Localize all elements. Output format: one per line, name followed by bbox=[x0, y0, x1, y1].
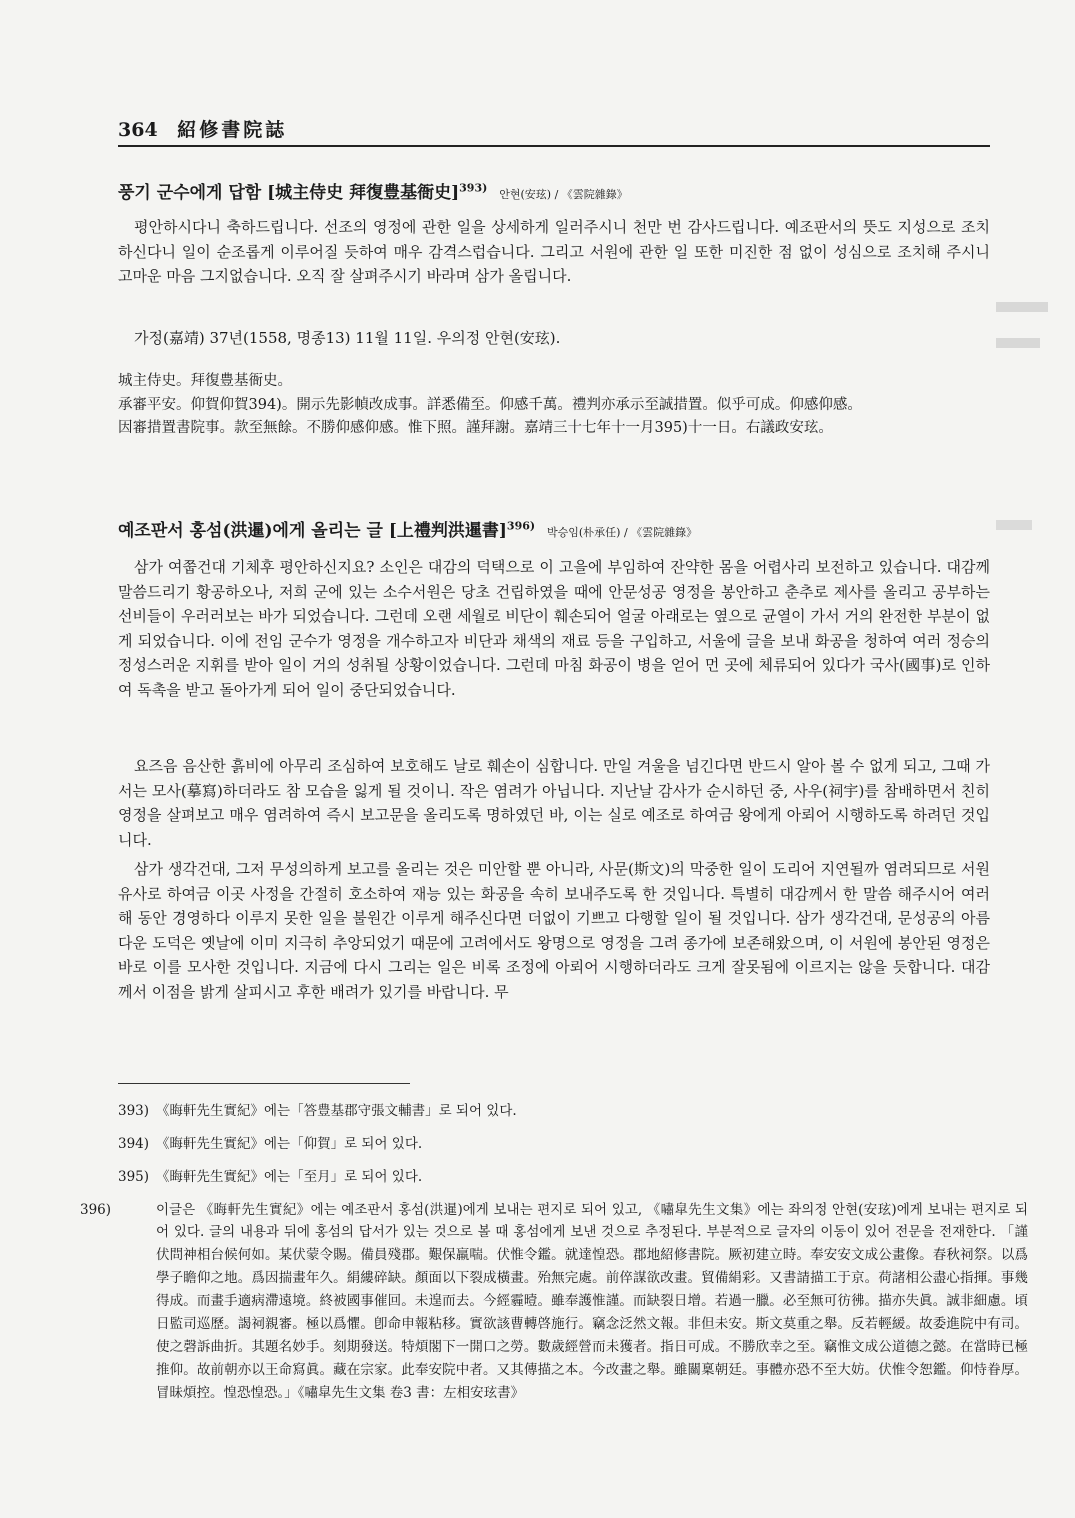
letter1-original-text bbox=[118, 370, 990, 441]
bleed-through-mark bbox=[996, 338, 1040, 348]
letter2-paragraph: 요즈음 음산한 흙비에 아무리 조심하여 보호해도 날로 훼손이 심합니다. 만일 겨울을 넘긴다면 반드시 알아 볼 수 없게 되고, 그때 가서는 모사(摹寫)하더라도 참 모습을 잃게 될 것이니. 작은 염려가 아닙니다. 지난날 감사가 순시하던 중, 사우(祠宇)를 참배하면서 친히 영정을 살펴보고 매우 염려하여 즉시 보고문을 올리도록 명하였던 바, 이는 실로 예조로 하여금 왕에게 아뢰어 시행하도록 하려던 것입니다. bbox=[118, 757, 990, 849]
letter1-title: 풍기 군수에게 답함 [城主侍史 拜復豊基衙史] bbox=[118, 183, 460, 203]
footnote-text: 이글은 《晦軒先生實紀》에는 예조판서 홍섬(洪暹)에게 보내는 편지로 되어 있고, 《嘯皐先生文集》에는 좌의정 안현(安玹)에게 보내는 편지로 되어 있다. 글의 내용과 뒤에 홍섬의 답서가 있는 것으로 볼 때 홍섬에게 보낸 것으로 추정된다. 부분적으로 글자의 이동이 있어 전문을 전재한다. bbox=[156, 1202, 1028, 1240]
letter2-paragraph: 삼가 여쭙건대 기체후 평안하신지요? 소인은 대감의 덕택으로 이 고을에 부임하여 잔약한 몸을 어렵사리 보전하고 있습니다. 대감께 말씀드리기 황공하오나, 저희 군에 있는 소수서원은 당초 건립하였을 때에 안문성공 영정을 봉안하고 춘추로 제사를 올리고 공부하는 선비들이 우러러보는 바가 되었습니다. 그런데 오랜 세월로 비단이 훼손되어 얼굴 아래로는 옆으로 균열이 가서 거의 완전한 부분이 없게 되었습니다. 이에 전임 군수가 영정을 개수하고자 비단과 채색의 재료 등을 구입하고, 서울에 글을 보내 화공을 청하여 여러 정승의 정성스러운 지휘를 받아 일이 거의 성취될 상황이었습니다. 그런데 마침 화공이 병을 얻어 먼 곳에 체류되어 있다가 국사(國事)로 인하여 독촉을 받고 돌아가게 되어 일이 중단되었습니다. bbox=[118, 558, 990, 699]
letter2-heading bbox=[118, 516, 990, 541]
letter1-date: 가정(嘉靖) 37년(1558, 명종13) 11월 11일. 우의정 안현(安玹). bbox=[134, 329, 561, 347]
hanmun-line: 承審平安。仰賀仰賀394)。開示先影幀改成事。詳悉備至。仰感千萬。禮判亦承示至誠措置。似乎可成。仰感仰感。 bbox=[118, 396, 862, 413]
footnote-original-text: 「謹伏問神相台候何如。某伏蒙令賜。備員殘郡。艱保羸喘。伏惟令鑑。就達惶恐。郡地紹修書院。厥初建立時。奉安安文成公畫像。春秋祠祭。以爲學子瞻仰之地。爲因揣畫年久。絹縷碎缺。顏面以下裂成橫畫。殆無完處。前倅謀欲改畫。貿備絹彩。又書請描工于京。荷諸相公盡心指揮。事幾得成。而畫手適病滯遠境。終被國事催回。未遑而去。今經霾曀。雖奉護惟謹。而缺裂日增。若過一臘。必至無可彷彿。描亦失眞。誠非細慮。頃日監司巡歷。謁祠親審。極以爲懼。卽命申報粘移。實欲該曹轉啓施行。竊念泛然文報。非但未安。斯文莫重之舉。反若輕緩。故委進院中有司。使之磬訴曲折。其題名妙手。刻期發送。特煩閣下一開口之勞。數歲經營而未獲者。指日可成。不勝欣幸之至。竊惟文成公道德之懿。在當時已極推仰。故前朝亦以王命寫眞。藏在宗家。此奉安院中者。又其傳描之本。今改畫之舉。雖關稟朝廷。事體亦恐不至大妨。伏惟令恕鑑。仰恃眷厚。冒昧煩控。惶恐惶恐。」《嘯皐先生文集 卷3 書：左相安玹書》 bbox=[156, 1224, 1029, 1401]
page-number: 364 bbox=[118, 119, 158, 141]
letter1-body: 평안하시다니 축하드립니다. 선조의 영정에 관한 일을 상세하게 일러주시니 천만 번 감사드립니다. 예조판서의 뜻도 지성으로 조치하신다니 일이 순조롭게 이루어질 듯하여 매우 감격스럽습니다. 그리고 서원에 관한 일 또한 미진한 점 없이 성심으로 조치해 주시니 고마운 마음 그지없습니다. 오직 잘 살펴주시기 바라며 삼가 올립니다. bbox=[118, 218, 990, 285]
footnote-ref-393[interactable]: 393) bbox=[459, 181, 488, 195]
footnote-394 bbox=[118, 1134, 990, 1155]
footnote-divider bbox=[118, 1083, 410, 1084]
footnote-number: 395) bbox=[118, 1169, 150, 1185]
footnote-number: 393) bbox=[118, 1103, 150, 1119]
footnote-396 bbox=[80, 1200, 1029, 1405]
letter2-title: 예조판서 홍섬(洪暹)에게 올리는 글 [上禮判洪暹書] bbox=[118, 521, 507, 541]
running-head bbox=[118, 115, 990, 147]
footnote-393 bbox=[118, 1101, 990, 1122]
footnote-number: 396) bbox=[80, 1202, 112, 1218]
letter1-source: 안현(安玹) / 《雲院雜錄》 bbox=[499, 188, 628, 201]
hanmun-line: 城主侍史。拜復豊基衙史。 bbox=[118, 373, 292, 389]
bleed-through-mark bbox=[996, 302, 1048, 312]
footnote-number: 394) bbox=[118, 1136, 150, 1152]
hanmun-line: 因審措置書院事。款至無餘。不勝仰感仰感。惟下照。謹拜謝。嘉靖三十七年十一月395)十一日。右議政安玹。 bbox=[118, 420, 833, 436]
footnote-text: 《晦軒先生實紀》에는「仰賀」로 되어 있다. bbox=[156, 1136, 423, 1152]
book-title: 紹修書院誌 bbox=[177, 119, 288, 141]
footnote-ref-396[interactable]: 396) bbox=[506, 519, 536, 533]
letter1-heading bbox=[118, 178, 990, 203]
letter2-paragraph: 삼가 생각건대, 그저 무성의하게 보고를 올리는 것은 미안할 뿐 아니라, 사문(斯文)의 막중한 일이 도리어 지연될까 염려되므로 서원 유사로 하여금 이곳 사정을 간절히 호소하여 재능 있는 화공을 속히 보내주도록 한 것입니다. 특별히 대감께서 한 말씀 해주시어 여러 해 동안 경영하다 이루지 못한 일을 불원간 이루게 해주신다면 더없이 기쁘고 다행할 일이 될 것입니다. 삼가 생각건대, 문성공의 아름다운 도덕은 옛날에 이미 지극히 추앙되었기 때문에 고려에서도 왕명으로 영정을 그려 종가에 보존해왔으며, 이 서원에 봉안된 영정은 바로 이를 모사한 것입니다. 지금에 다시 그리는 일은 비록 조정에 아뢰어 시행하더라도 크게 잘못됨에 이르지는 않을 듯합니다. 대감께서 이점을 밝게 살피시고 후한 배려가 있기를 바랍니다. 무 bbox=[118, 860, 990, 1001]
footnote-text: 《晦軒先生實紀》에는「至月」로 되어 있다. bbox=[156, 1169, 423, 1185]
letter2-source: 박승임(朴承任) / 《雲院雜錄》 bbox=[547, 526, 698, 539]
footnote-text: 《晦軒先生實紀》에는「答豊基郡守張文輔書」로 되어 있다. bbox=[156, 1103, 517, 1119]
bleed-through-mark bbox=[996, 520, 1032, 530]
footnote-395 bbox=[118, 1167, 990, 1188]
